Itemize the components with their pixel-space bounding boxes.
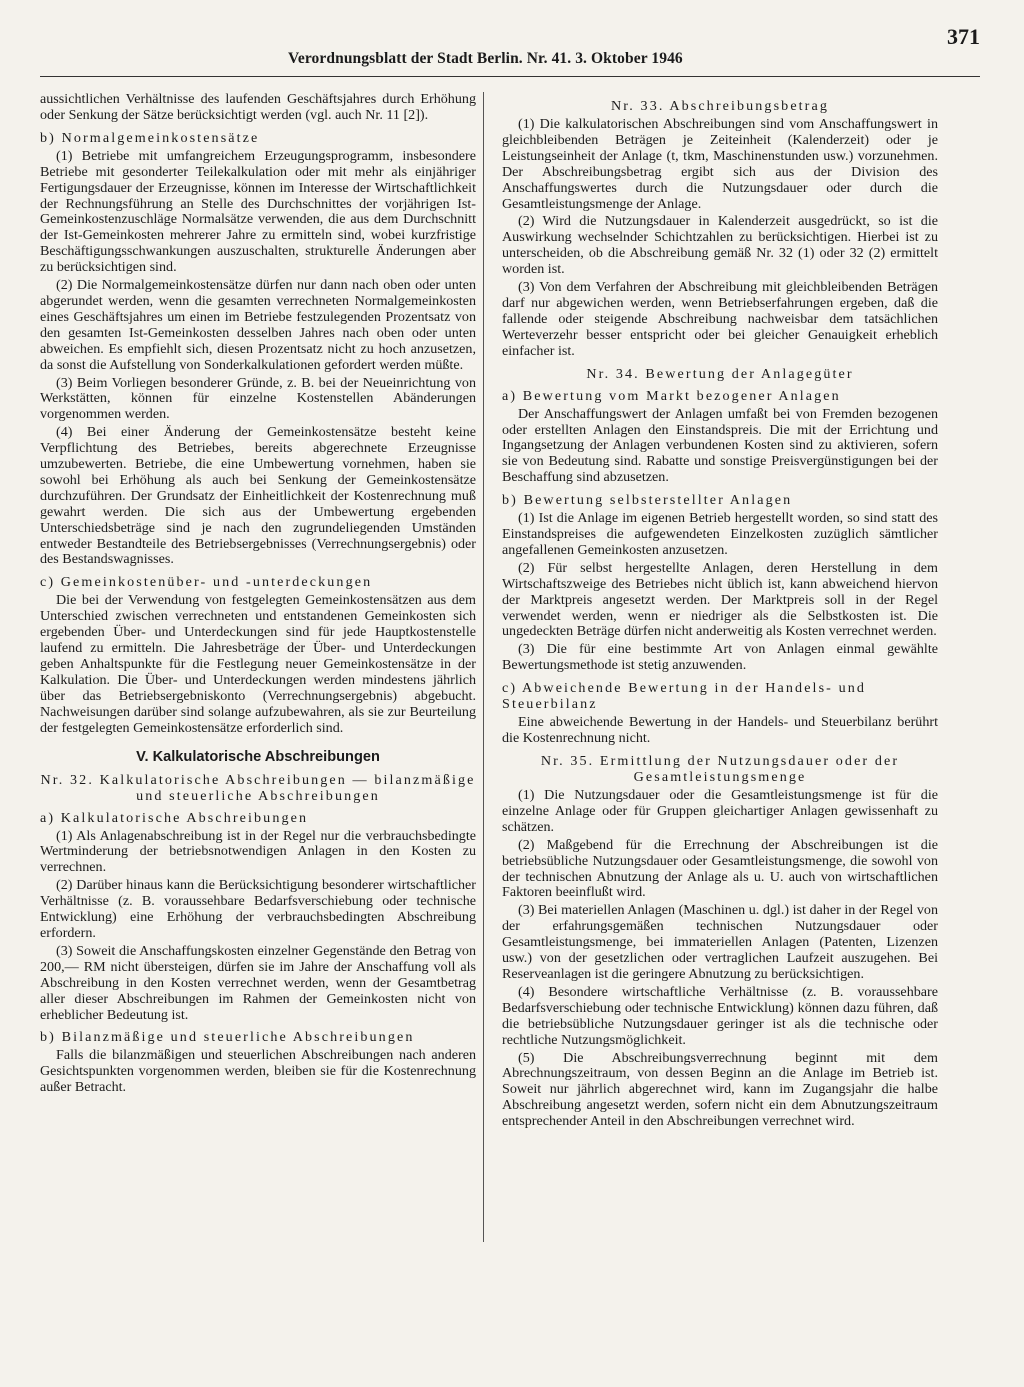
page-header bbox=[40, 24, 980, 77]
article-heading: Nr. 32. Kalkulatorische Abschreibungen — bilanzmäßige und steuerliche Abschreibungen bbox=[40, 771, 476, 804]
paragraph: Falls die bilanzmäßigen und steuerlichen Abschreibungen nach anderen Gesichtspunkten vorgenommen werden, bleiben sie für die Kostenrechnung außer Betracht. bbox=[40, 1047, 476, 1096]
paragraph: (2) Für selbst hergestellte Anlagen, deren Herstellung in dem Wirtschaftszweige des Betriebes nicht üblich ist, kann abweichend hiervon der Marktpreis angesetzt werden. Der Marktpreis soll in der Regel verwendet werden, wenn er niedriger als die Selbstkosten ist. Die ungedeckten Beträge dürfen nicht anderweitig als Kosten verrechnet werden. bbox=[502, 559, 938, 640]
paragraph: (3) Bei materiellen Anlagen (Maschinen u. dgl.) ist daher in der Regel von der erfahrungsgemäßen technischen Nutzungsdauer oder Gesamtleistungsmenge, bei immateriellen Anlagen (Patenten, Lizenzen usw.) von der gesetzlichen oder vertraglichen Laufzeit auszugehen. Bei Reserveanlagen ist die geringere Abnutzung zu berücksichtigen. bbox=[502, 902, 938, 982]
section-heading: a) Bewertung vom Markt bezogener Anlagen bbox=[502, 387, 841, 404]
header-title: Verordnungsblatt der Stadt Berlin. Nr. 41. 3. Oktober 1946 bbox=[288, 50, 683, 67]
paragraph: (2) Die Normalgemeinkostensätze dürfen nur dann nach oben oder unten abgerundet werden, wenn die gesamten verrechneten Normalgemeinkosten eines Geschäftsjahres um einen im Betriebe festzulegenden Prozentsatz von den gesamten Ist-Gemeinkosten desselben Jahres nach oben oder unten abweichen. Es empfiehlt sich, diesen Prozentsatz nicht zu hoch anzusetzen, da sonst die Aufstellung von Sonderkalkulationen gefordert werden müßte. bbox=[40, 277, 476, 373]
article-heading: Nr. 34. Bewertung der Anlagegüter bbox=[586, 365, 854, 382]
article-heading: Nr. 33. Abschreibungsbetrag bbox=[611, 98, 829, 114]
section-heading: b) Bilanzmäßige und steuerliche Abschreibungen bbox=[40, 1029, 415, 1046]
paragraph: (1) Als Anlagenabschreibung ist in der Regel nur die verbrauchsbedingte Wertminderung der betriebsnotwendigen Anlagen in den Kosten zu verrechnen. bbox=[40, 827, 476, 876]
section-heading: a) Kalkulatorische Abschreibungen bbox=[40, 809, 309, 826]
paragraph: (2) Maßgebend für die Errechnung der Abschreibungen ist die betriebsübliche Nutzungsdauer oder Gesamtleistungsmenge, die sowohl von der technischen Abnutzung der Anlage als u. U. auch von wirtschaftlichen Faktoren beeinflußt wird. bbox=[502, 836, 938, 901]
section-heading: c) Abweichende Bewertung in der Handels- und Steuerbilanz bbox=[502, 680, 867, 713]
section-heading: b) Bewertung selbsterstellter Anlagen bbox=[502, 492, 793, 509]
paragraph: Die bei der Verwendung von festgelegten Gemeinkostensätzen aus dem Unterschied zwischen verrechneten und entstandenen Gemeinkosten sich ergebenden Über- und Unterdeckungen sind für jede Hauptkostenstelle laufend zu ermitteln. Die Jahresbeträge der Über- und Unterdeckungen geben Anhaltspunkte für die Festlegung neuer Gemeinkostensätze in der Kalkulation. Die Über- und Unterdeckungen werden mindestens jährlich über das Betriebsergebniskonto (Verrechnungsergebnis) abgebucht. Nachweisungen darüber sind solange aufzubewahren, als sie zur Beurteilung der festgelegten Gemeinkostensätze erforderlich sind. bbox=[40, 592, 476, 736]
paragraph: (1) Die Nutzungsdauer oder die Gesamtleistungsmenge ist für die einzelne Anlage oder für Gruppen gleichartiger Anlagen gewissenhaft zu schätzen. bbox=[502, 787, 938, 835]
column-divider bbox=[483, 92, 484, 1242]
paragraph: (2) Wird die Nutzungsdauer in Kalenderzeit ausgedrückt, so ist die Auswirkung wechselnder Schichtzahlen zu berücksichtigen. Hierbei ist zu unterscheiden, ob die Abschreibung gemäß Nr. 32 (1) oder 32 (2) ermittelt worden ist. bbox=[502, 213, 938, 278]
section-heading: c) Gemeinkostenüber- und -unterdeckungen bbox=[40, 574, 373, 591]
paragraph: aussichtlichen Verhältnisse des laufenden Geschäftsjahres durch Erhöhung oder Senkung der Sätze berücksichtigt werden (vgl. auch Nr. 11 [2]). bbox=[40, 92, 476, 123]
paragraph: (4) Besondere wirtschaftliche Verhältnisse (z. B. voraussehbare Bedarfsverschiebung oder technische Entwicklung) können dazu führen, daß die betriebsübliche Nutzungsdauer geringer ist als die technische oder rechtliche Nutzungsmöglichkeit. bbox=[502, 983, 938, 1048]
paragraph: (3) Beim Vorliegen besonderer Gründe, z. B. bei der Neueinrichtung von Werkstätten, können für einzelne Kostenstellen Abänderungen vorgenommen werden. bbox=[40, 374, 476, 423]
paragraph: (4) Bei einer Änderung der Gemeinkostensätze besteht keine Verpflichtung des Betriebes, bereits abgerechnete Erzeugnisse umzubewerten. Betriebe, die eine Umbewertung vornehmen, haben sie sowohl bei Erhöhung als auch bei Senkung der Gemeinkostensätze durchzuführen. Der Grundsatz der Einheitlichkeit der Kostenrechnung muß gewahrt werden. Die sich aus der Umbewertung ergebenden Unterschiedsbeträge sind je nach den zugrundeliegenden Umständen entweder Bestandteile des Betriebsergebnisses (Verrechnungsergebnis) oder des Bestandswagnisses. bbox=[40, 424, 476, 568]
chapter-heading: V. Kalkulatorische Abschreibungen bbox=[136, 748, 380, 765]
page-number: 371 bbox=[947, 24, 980, 49]
left-column bbox=[40, 92, 476, 1252]
paragraph: (1) Die kalkulatorischen Abschreibungen sind vom Anschaffungswert in gleichbleibenden Beträgen je Zeiteinheit (Kalenderzeit) oder je Leistungseinheit der Anlage (t, tkm, Maschinenstunden usw.) vorzunehmen. Der Abschreibungsbetrag ergibt sich aus der Division des Anschaffungswertes durch die Nutzungsdauer oder durch die Gesamtleistungsmenge der Anlage. bbox=[502, 116, 938, 212]
section-heading: b) Normalgemeinkostensätze bbox=[40, 129, 260, 146]
paragraph: (3) Soweit die Anschaffungskosten einzelner Gegenstände den Betrag von 200,— RM nicht übersteigen, dürfen sie im Jahre der Anschaffung voll als Abschreibung in den Kosten verrechnet werden, wenn der Gesamtbetrag aller dieser Abschreibungen im Rahmen der Gemeinkosten nicht von erheblicher Bedeutung ist. bbox=[40, 942, 476, 1023]
paragraph: (2) Darüber hinaus kann die Berücksichtigung besonderer wirtschaftlicher Verhältnisse (z. B. voraussehbare Bedarfsverschiebung oder technische Entwicklung) eine Erhöhung der verbrauchsbedingten Abschreibung erfordern. bbox=[40, 877, 476, 941]
paragraph: (3) Die für eine bestimmte Art von Anlagen einmal gewählte Bewertungsmethode ist stetig anzuwenden. bbox=[502, 641, 938, 674]
paragraph: Der Anschaffungswert der Anlagen umfaßt bei von Fremden bezogenen oder erstellten Anlagen den Einstandspreis. Die mit der Errichtung und Ingangsetzung der Anlagen verbundenen Kosten sind zu aktivieren, sofern sie von Bedeutung sind. Rabatte und sonstige Preisvergünstigungen bei der Beschaffung sind abzusetzen. bbox=[502, 405, 938, 486]
article-heading: Nr. 35. Ermittlung der Nutzungsdauer oder der Gesamtleistungsmenge bbox=[540, 753, 900, 785]
paragraph: (1) Betriebe mit umfangreichem Erzeugungsprogramm, insbesondere Betriebe mit gesonderter Teilekalkulation oder mit mehr als einjähriger Fertigungsdauer der Erzeugnisse, können im Interesse der Wirtschaftlichkeit der Rechnungsführung an Stelle des Durchschnittes der vorjährigen Ist-Gemeinkostenzuschläge Normalsätze verwenden, die aus dem Durchschnitt der Ist-Gemeinkosten mehrerer Jahre zu ermitteln sind, wobei kurzfristige Beschäftigungsschwankungen auszuschalten, strukturelle Änderungen aber zu berücksichtigen sind. bbox=[40, 147, 476, 276]
right-column bbox=[502, 92, 938, 1252]
paragraph: (5) Die Abschreibungsverrechnung beginnt mit dem Abrechnungszeitraum, von dessen Beginn an die Anlage im Betrieb ist. Soweit nur jährlich abgerechnet wird, kann im Zugangsjahr die halbe Abschreibung angesetzt werden, sofern nicht ein dem Abnutzungszeitraum entsprechender Anteil in den Abschreibungen verrechnet wird. bbox=[502, 1049, 938, 1130]
paragraph: (3) Von dem Verfahren der Abschreibung mit gleichbleibenden Beträgen darf nur abgewichen werden, wenn Betriebserfahrungen ergeben, daß die fallende oder steigende Abschreibung nachweisbar dem tatsächlichen Werteverzehr besser entspricht oder bei gleicher Genauigkeit erheblich einfacher ist. bbox=[502, 279, 938, 359]
paragraph: (1) Ist die Anlage im eigenen Betrieb hergestellt worden, so sind statt des Einstandspreises die aufgewendeten Einzelkosten zuzüglich sämtlicher angefallenen Gemeinkosten anzusetzen. bbox=[502, 510, 938, 558]
paragraph: Eine abweichende Bewertung in der Handels- und Steuerbilanz berührt die Kostenrechnung nicht. bbox=[502, 714, 938, 747]
